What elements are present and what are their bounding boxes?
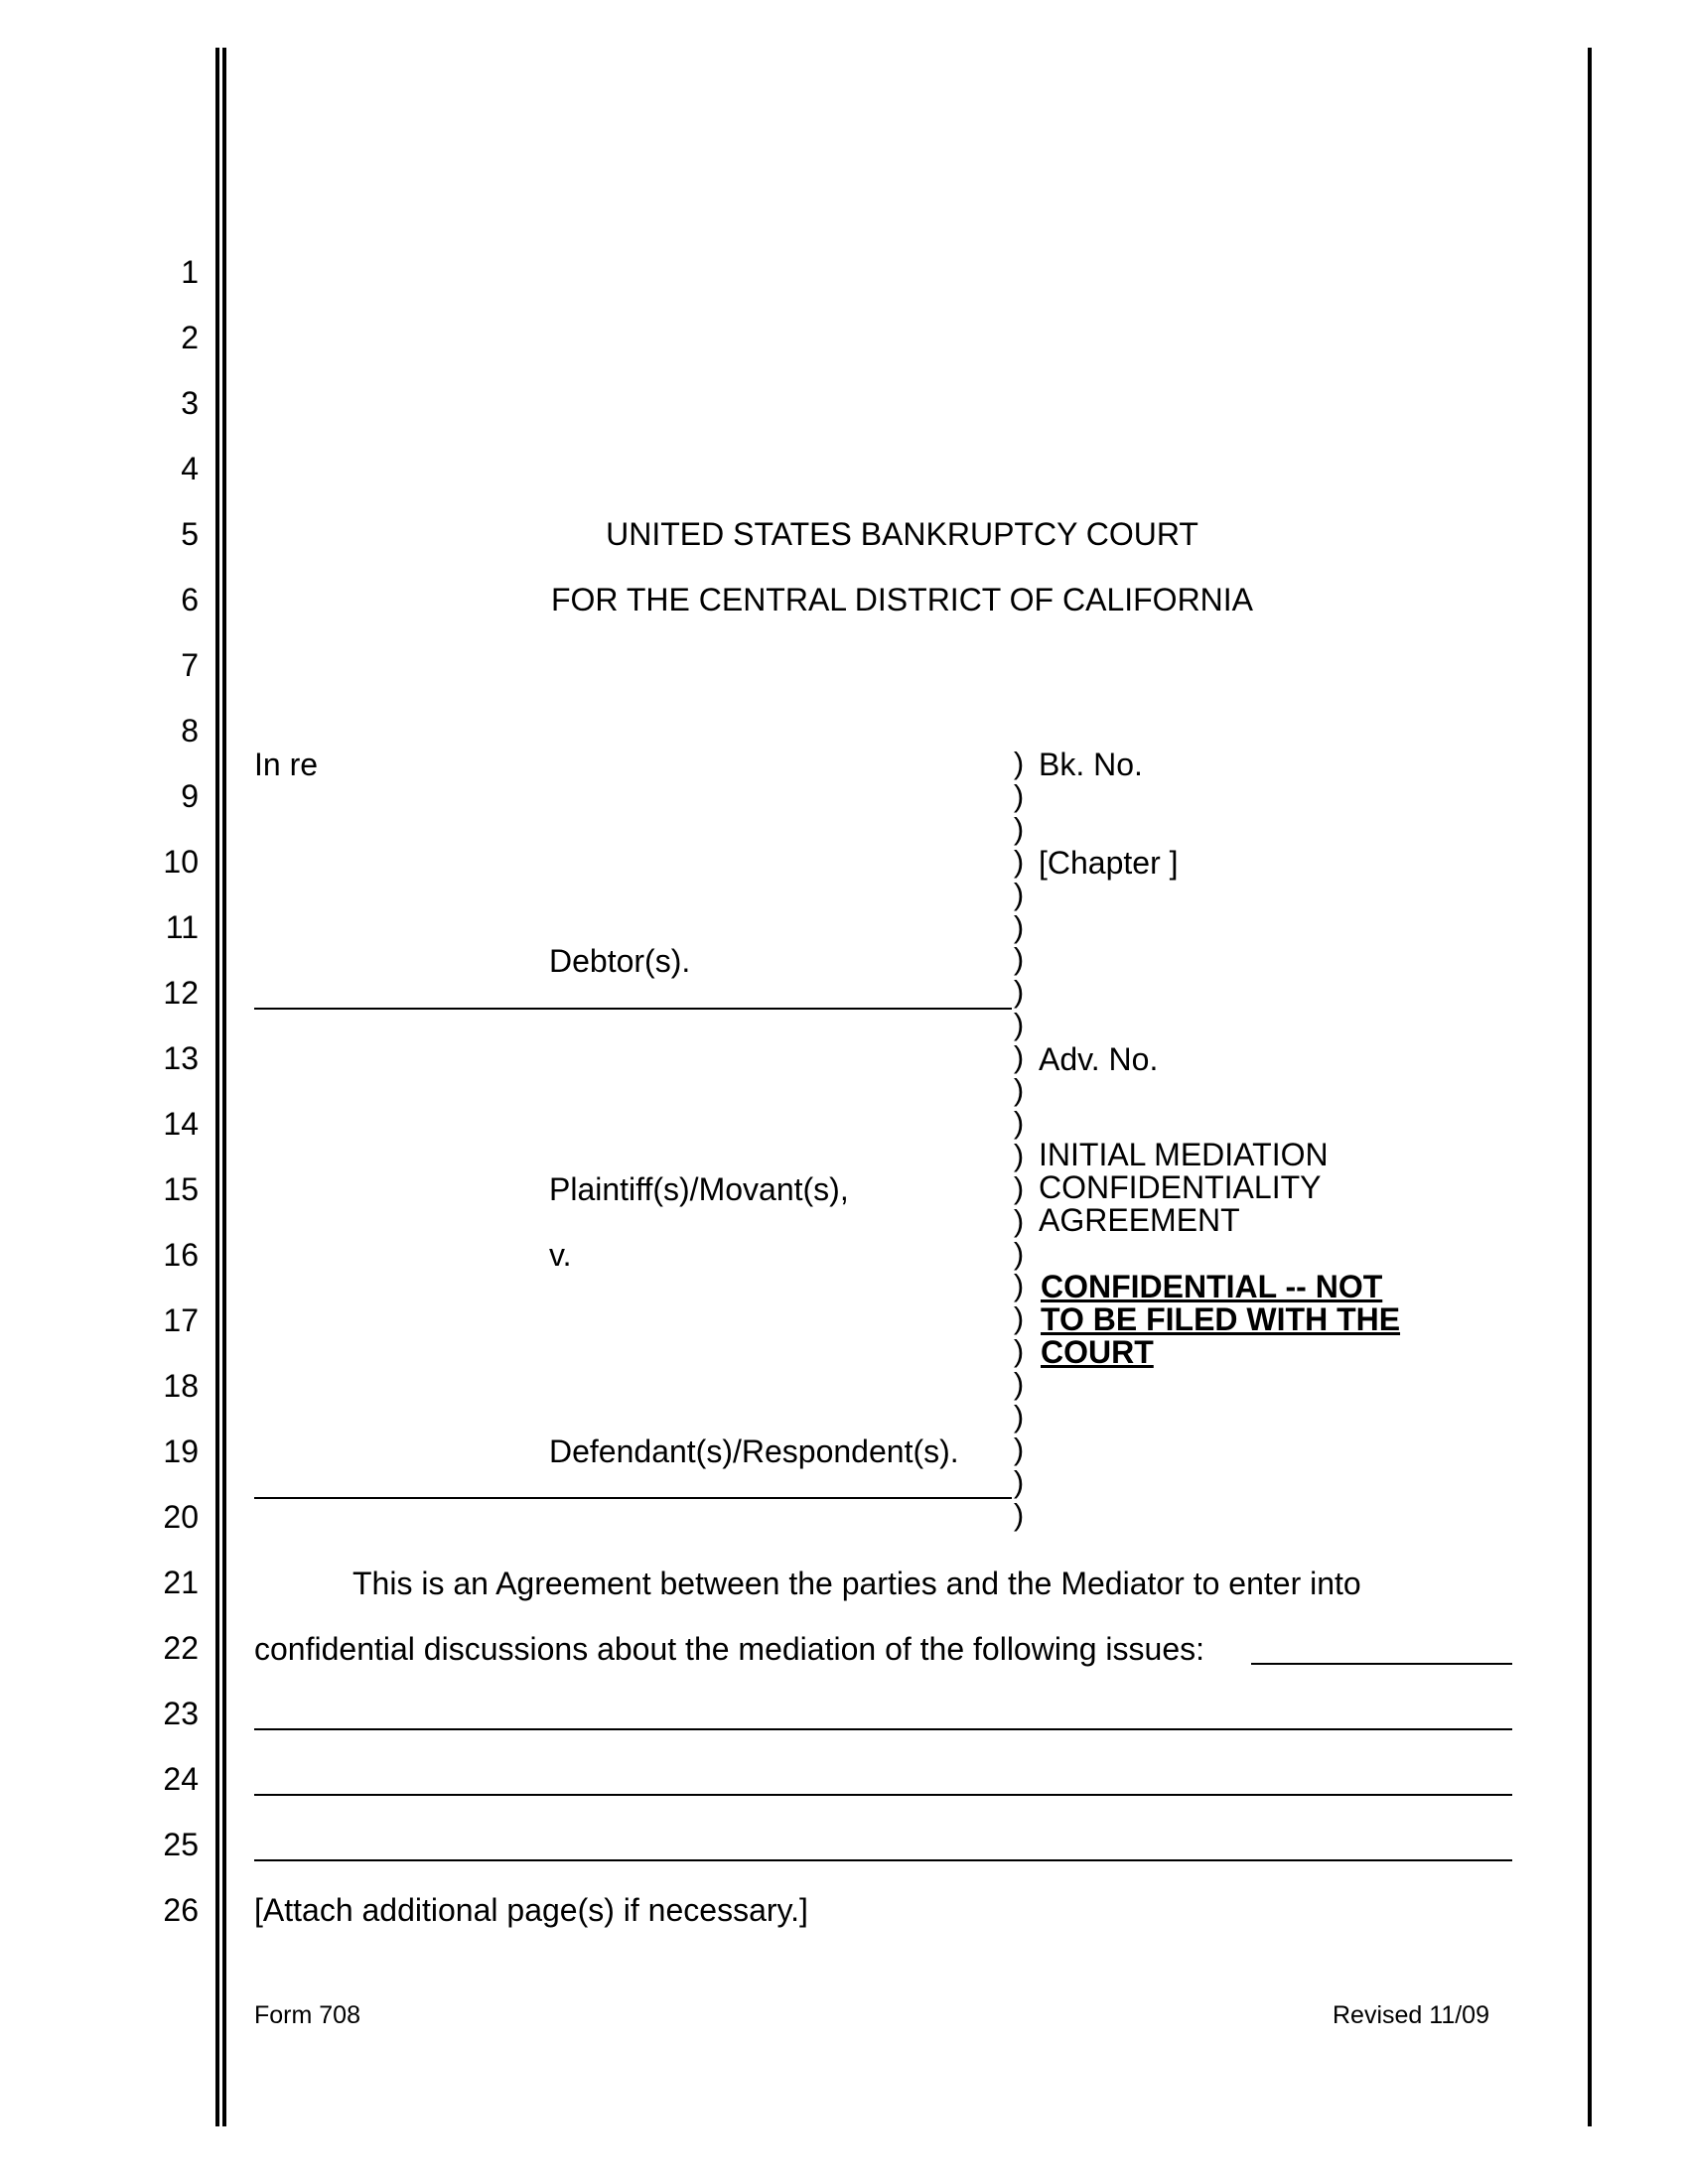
agreement-paragraph-line-1: This is an Agreement between the parties and the Mediator to enter into: [352, 1566, 1361, 1601]
debtors-label: Debtor(s).: [549, 943, 691, 979]
confidential-notice-line: COURT: [1041, 1334, 1154, 1370]
caption-divider-defendant: [254, 1497, 1012, 1499]
line-number: 8: [181, 713, 199, 749]
defendants-label: Defendant(s)/Respondent(s).: [549, 1433, 959, 1469]
line-number: 7: [181, 647, 199, 683]
document-title: [1039, 1139, 1329, 1237]
plaintiffs-label: Plaintiff(s)/Movant(s),: [549, 1171, 849, 1207]
caption-parenthesis: ): [1013, 974, 1025, 1010]
line-number: 5: [181, 516, 199, 552]
line-number: 4: [181, 451, 199, 486]
versus-label: v.: [549, 1237, 572, 1273]
issues-blank-line-3[interactable]: [254, 1794, 1512, 1796]
line-number: 21: [163, 1565, 199, 1600]
adversary-number-label: Adv. No.: [1039, 1041, 1159, 1077]
caption-parenthesis: ): [1013, 1300, 1025, 1336]
line-number: 11: [165, 909, 199, 945]
line-number: 20: [163, 1499, 199, 1535]
caption-divider-debtor: [254, 1008, 1012, 1010]
caption-parenthesis: ): [1013, 941, 1025, 977]
agreement-paragraph-line-2: confidential discussions about the mediation of the following issues:: [254, 1631, 1205, 1667]
caption-parenthesis: ): [1013, 1235, 1025, 1271]
chapter-label: [Chapter ]: [1039, 845, 1179, 881]
line-number: 24: [163, 1761, 199, 1797]
confidential-notice-line: CONFIDENTIAL -- NOT: [1041, 1269, 1383, 1304]
revision-date: Revised 11/09: [1333, 2001, 1489, 2029]
caption-parenthesis: ): [1013, 1463, 1025, 1499]
caption-parenthesis: ): [1013, 1431, 1025, 1466]
line-number: 15: [163, 1171, 199, 1207]
line-number: 12: [163, 975, 199, 1011]
caption-parenthesis: ): [1013, 908, 1025, 944]
line-number: 26: [163, 1892, 199, 1928]
caption-parenthesis: ): [1013, 1202, 1025, 1238]
caption-parenthesis: ): [1013, 1268, 1025, 1303]
attach-pages-note: [Attach additional page(s) if necessary.]: [254, 1892, 808, 1928]
caption-parenthesis: ): [1013, 810, 1025, 846]
document-title-line: INITIAL MEDIATION: [1039, 1137, 1329, 1172]
line-number: 1: [181, 254, 199, 290]
left-margin-rule-inner: [222, 48, 226, 2126]
caption-parenthesis: ): [1013, 1039, 1025, 1075]
line-number: 6: [181, 582, 199, 617]
line-number: 10: [163, 844, 199, 880]
issues-blank-line-4[interactable]: [254, 1859, 1512, 1861]
line-number: 25: [163, 1827, 199, 1862]
caption-parenthesis: ): [1013, 876, 1025, 911]
line-number: 23: [163, 1696, 199, 1731]
caption-parenthesis: ): [1013, 1007, 1025, 1042]
confidential-notice: [1041, 1271, 1400, 1369]
issues-blank-line-2[interactable]: [254, 1728, 1512, 1730]
document-title-line: AGREEMENT: [1039, 1202, 1240, 1238]
caption-parenthesis: ): [1013, 1496, 1025, 1532]
caption-parenthesis: ): [1013, 1399, 1025, 1433]
caption-parenthesis: ): [1013, 1072, 1025, 1107]
issues-blank-line-1[interactable]: [1251, 1663, 1512, 1665]
court-name: UNITED STATES BANKRUPTCY COURT: [606, 516, 1198, 552]
caption-parenthesis: ): [1013, 746, 1025, 780]
line-number: 14: [163, 1106, 199, 1142]
line-number: 13: [163, 1040, 199, 1076]
line-number: 22: [163, 1630, 199, 1666]
caption-parenthesis: ): [1013, 1333, 1025, 1369]
form-number: Form 708: [254, 2001, 360, 2029]
line-number: 18: [163, 1368, 199, 1404]
caption-parenthesis: ): [1013, 843, 1025, 879]
confidential-notice-line: TO BE FILED WITH THE: [1041, 1301, 1401, 1337]
bankruptcy-number-label: Bk. No.: [1039, 747, 1143, 782]
caption-parenthesis: ): [1013, 1366, 1025, 1402]
caption-parenthesis: ): [1013, 1137, 1025, 1172]
caption-parenthesis: ): [1013, 777, 1025, 813]
line-number: 9: [181, 778, 199, 814]
line-number: 19: [163, 1433, 199, 1469]
court-district: FOR THE CENTRAL DISTRICT OF CALIFORNIA: [550, 582, 1254, 617]
caption-parenthesis: ): [1013, 1104, 1025, 1140]
in-re-label: In re: [254, 747, 319, 782]
left-margin-rule-outer: [215, 48, 219, 2126]
caption-parenthesis: ): [1013, 1169, 1025, 1205]
line-number: 16: [163, 1237, 199, 1273]
line-number: 2: [181, 320, 199, 355]
document-title-line: CONFIDENTIALITY: [1039, 1169, 1322, 1205]
line-number: 17: [163, 1302, 199, 1338]
line-number: 3: [181, 385, 199, 421]
right-margin-rule: [1588, 48, 1592, 2126]
